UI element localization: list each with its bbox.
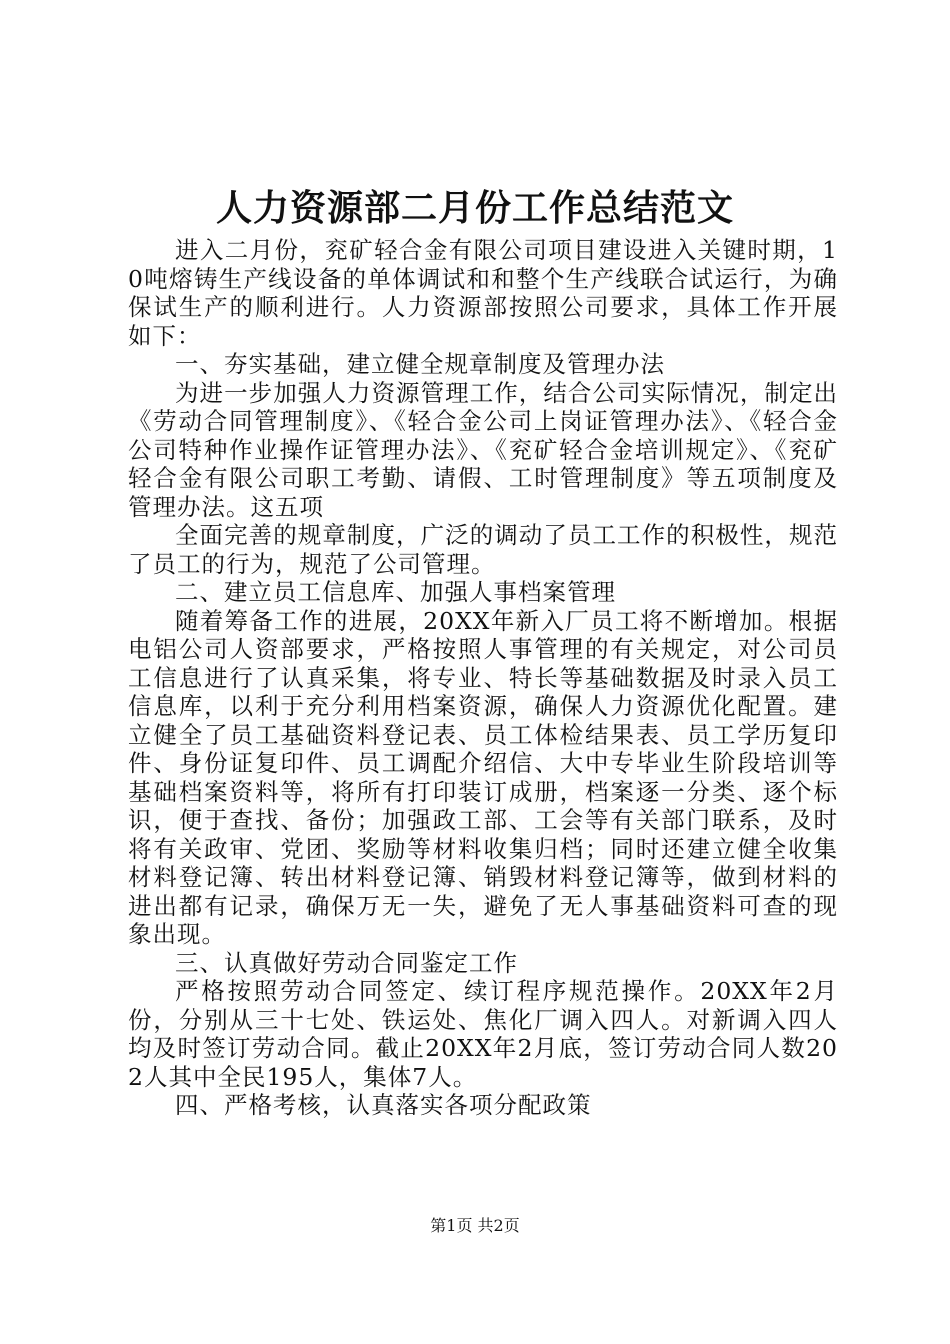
page-footer: 第1页 共2页 [430,1216,520,1235]
paragraph-section-1-cont: 全面完善的规章制度，广泛的调动了员工工作的积极性，规范了员工的行为，规范了公司管理。 [128,521,838,578]
paragraph-intro: 进入二月份，兖矿轻合金有限公司项目建设进入关键时期，10吨熔铸生产线设备的单体调试和和整个生产线联合试运行，为确保试生产的顺利进行。人力资源部按照公司要求，具体工作开展如下： [128,236,838,350]
section-heading-3: 三、认真做好劳动合同鉴定工作 [175,948,518,977]
document-body [128,236,838,1120]
paragraph-section-2: 随着筹备工作的进展，20XX年新入厂员工将不断增加。根据电铝公司人资部要求，严格按照人事管理的有关规定，对公司员工信息进行了认真采集，将专业、特长等基础数据及时录入员工信息库，以利于充分利用档案资源，确保人力资源优化配置。建立健全了员工基础资料登记表、员工体检结果表、员工学历复印件、身份证复印件、员工调配介绍信、大中专毕业生阶段培训等基础档案资料等，将所有打印装订成册，档案逐一分类、逐个标识，便于查找、备份；加强政工部、工会等有关部门联系，及时将有关政审、党团、奖励等材料收集归档；同时还建立健全收集材料登记簿、转出材料登记簿、销毁材料登记簿等，做到材料的进出都有记录，确保万无一失，避免了无人事基础资料可查的现象出现。 [128,606,838,948]
section-heading-1: 一、夯实基础，建立健全规章制度及管理办法 [175,350,665,378]
document-title: 人力资源部二月份工作总结范文 [215,187,734,229]
paragraph-section-1: 为进一步加强人力资源管理工作，结合公司实际情况，制定出《劳动合同管理制度》、《轻合金公司上岗证管理办法》、《轻合金公司特种作业操作证管理办法》、《兖矿轻合金培训规定》、《兖矿轻合金有限公司职工考勤、请假、工时管理制度》等五项制度及管理办法。这五项 [128,378,838,521]
section-heading-4: 四、严格考核，认真落实各项分配政策 [175,1091,592,1119]
section-heading-2: 二、建立员工信息库、加强人事档案管理 [175,578,616,606]
paragraph-section-3: 严格按照劳动合同签定、续订程序规范操作。20XX年2月份，分别从三十七处、铁运处、焦化厂调入四人。对新调入四人均及时签订劳动合同。截止20XX年2月底，签订劳动合同人数202人其中全民195人，集体7人。 [128,977,838,1091]
